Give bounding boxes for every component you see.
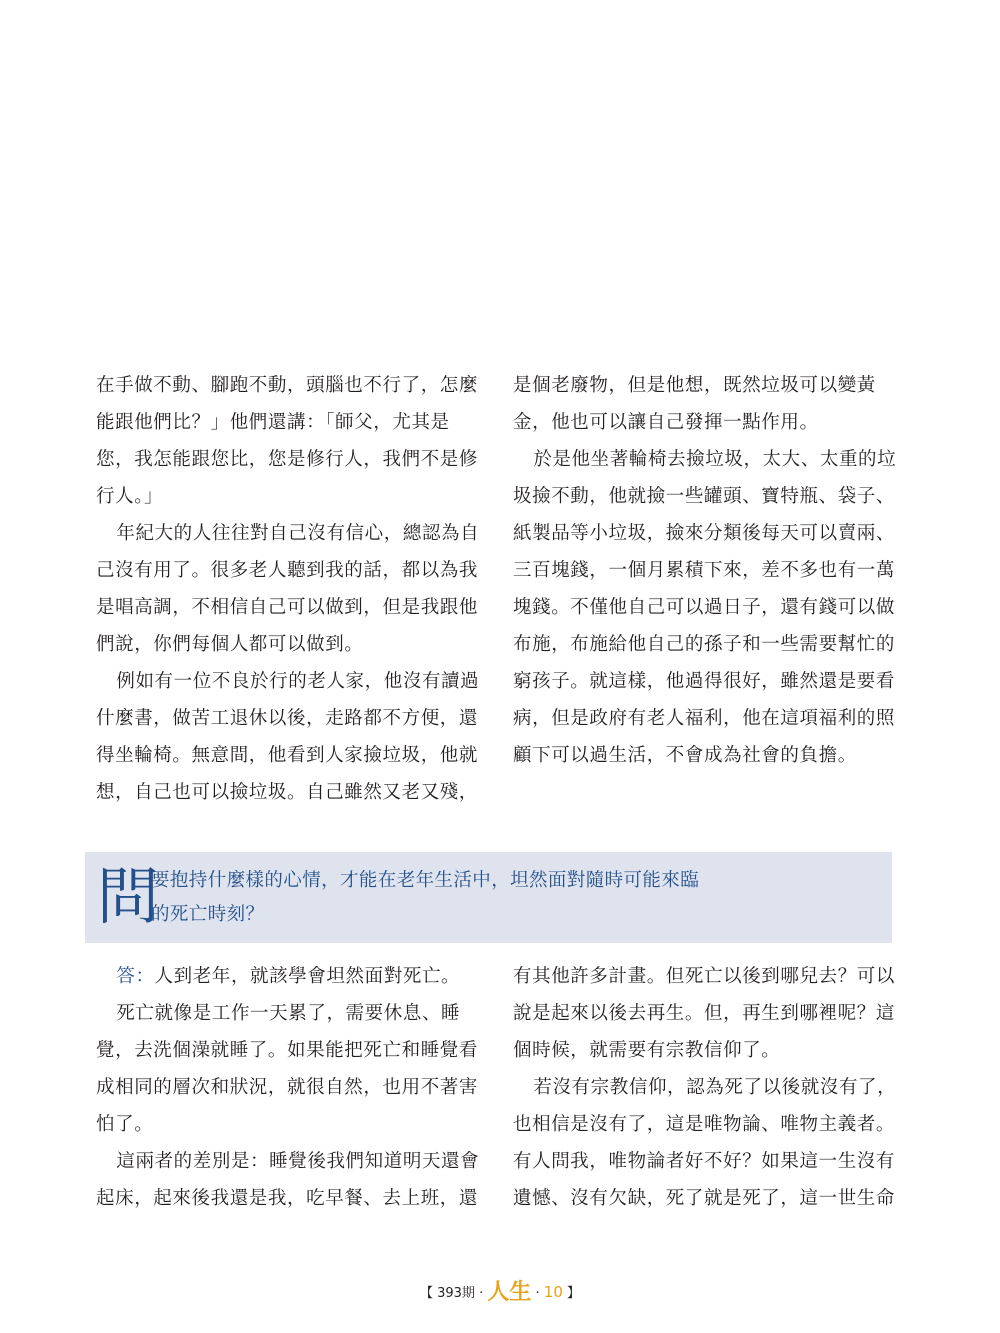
question-box xyxy=(85,852,892,943)
question-line: 要抱持什麼樣的心情，才能在老年生活中，坦然面對隨時可能來臨 xyxy=(151,870,700,891)
paragraph: 於是他坐著輪椅去撿垃圾，太大、太重的垃圾撿不動，他就撿一些罐頭、寶特瓶、袋子、紙製品等小垃圾，撿來分類後每天可以賣兩、三百塊錢，一個月累積下來，差不多也有一萬塊錢。不僅他自己可以過日子，還有錢可以做布施，布施給他自己的孫子和一些需要幫忙的窮孩子。就這樣，他過得很好，雖然還是要看病，但是政府有老人福利，他在這項福利的照顧下可以過生活，不會成為社會的負擔。 xyxy=(513,449,897,766)
paragraph-answer xyxy=(96,958,484,995)
column-bottom-left xyxy=(96,958,484,1217)
footer-bracket-close: 】 xyxy=(567,1286,581,1301)
answer-label: 答： xyxy=(116,966,155,987)
paragraph: 死亡就像是工作一天累了，需要休息、睡覺，去洗個澡就睡了。如果能把死亡和睡覺看成相同的層次和狀況，就很自然，也用不著害怕了。 xyxy=(96,1003,479,1135)
footer-bracket-open: 【 xyxy=(419,1286,433,1301)
column-top-left xyxy=(96,367,484,811)
answer-text: 人到老年，就該學會坦然面對死亡。 xyxy=(154,966,461,987)
column-top-right xyxy=(513,367,901,774)
paragraph: 若沒有宗教信仰，認為死了以後就沒有了，也相信是沒有了，這是唯物論、唯物主義者。有人問我，唯物論者好不好？如果這一生沒有遺憾、沒有欠缺，死了就是死了，這一世生命 xyxy=(513,1077,897,1209)
footer-separator: · xyxy=(479,1286,484,1301)
column-bottom-right xyxy=(513,958,901,1217)
paragraph: 例如有一位不良於行的老人家，他沒有讀過什麼書，做苦工退休以後，走路都不方便，還得坐輪椅。無意間，他看到人家撿垃圾，他就想，自己也可以撿垃圾。自己雖然又老又殘， xyxy=(96,671,480,803)
magazine-logo: 人生 xyxy=(487,1280,532,1305)
question-label: 問 xyxy=(97,860,158,933)
paragraph: 這兩者的差別是：睡覺後我們知道明天還會起床，起來後我還是我，吃早餐、去上班，還 xyxy=(96,1151,480,1209)
paragraph: 是個老廢物，但是他想，既然垃圾可以變黃金，他也可以讓自己發揮一點作用。 xyxy=(513,375,876,433)
paragraph: 在手做不動、腳跑不動，頭腦也不行了，怎麼能跟他們比？」他們還講：「師父，尤其是您，我怎能跟您比，您是修行人，我們不是修行人。」 xyxy=(96,375,479,507)
question-line: 的死亡時刻？ xyxy=(151,904,265,925)
page-footer xyxy=(0,1275,1000,1306)
paragraph: 有其他許多計畫。但死亡以後到哪兒去？可以說是起來以後去再生。但，再生到哪裡呢？這個時候，就需要有宗教信仰了。 xyxy=(513,966,896,1061)
page-number: 10 xyxy=(543,1283,563,1301)
paragraph: 年紀大的人往往對自己沒有信心，總認為自己沒有用了。很多老人聽到我的話，都以為我是唱高調，不相信自己可以做到，但是我跟他們說，你們每個人都可以做到。 xyxy=(96,523,480,655)
question-text xyxy=(151,864,851,932)
footer-separator: · xyxy=(535,1286,540,1301)
issue-number: 393期 xyxy=(437,1286,475,1301)
